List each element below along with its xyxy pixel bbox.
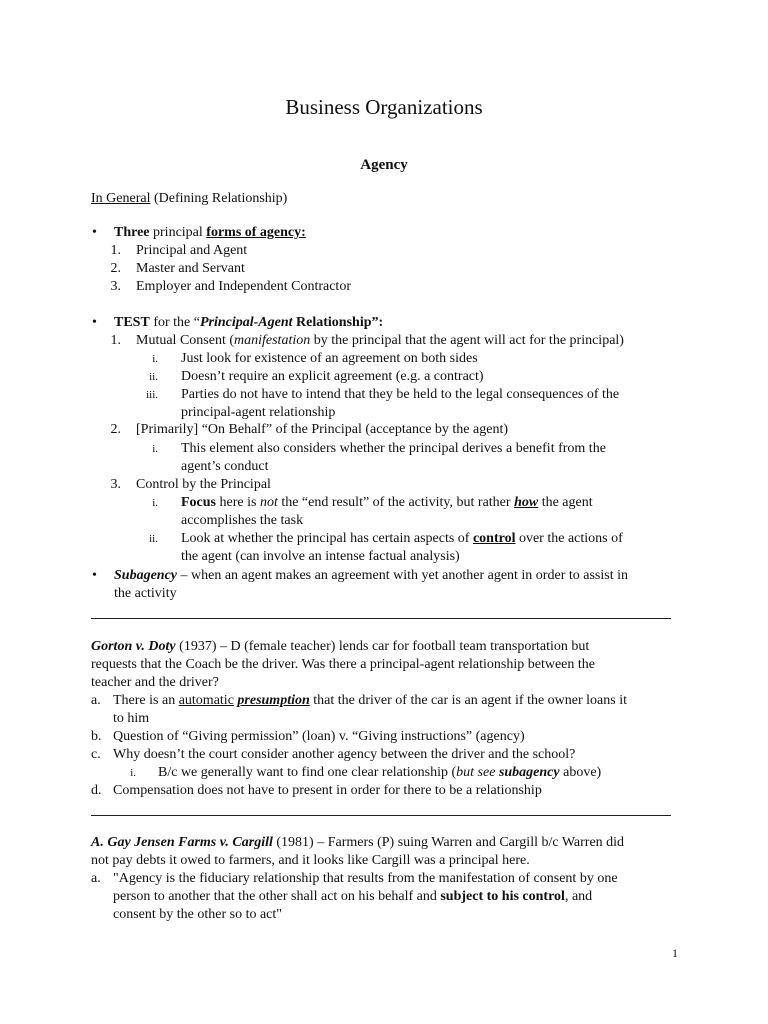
list-item-cont: consent by the other so to act" [113, 907, 283, 922]
case-jensen-heading: A. Gay Jensen Farms v. Cargill (1981) – Farmers (P) suing Warren and Cargill b/c Warren did [91, 835, 625, 850]
roman-numeral: i. [152, 497, 158, 509]
subagency-definition-cont: the activity [114, 586, 177, 601]
list-item: Mutual Consent (manifestation by the principal that the agent will act for the principal) [136, 333, 624, 348]
roman-numeral: ii. [149, 533, 158, 545]
list-item: "Agency is the fiduciary relationship that results from the manifestation of consent by one [113, 871, 618, 886]
roman-numeral: i. [130, 767, 136, 779]
list-item: Master and Servant [136, 261, 245, 276]
list-letter: c. [91, 747, 101, 762]
list-number: 3. [110, 477, 121, 492]
sub-item: B/c we generally want to find one clear relationship (but see subagency above) [158, 765, 602, 780]
list-number: 2. [110, 422, 121, 437]
sub-item: Focus here is not the “end result” of the activity, but rather how the agent [181, 495, 593, 510]
list-letter: a. [91, 871, 101, 886]
roman-numeral: i. [152, 353, 158, 365]
subagency-definition: Subagency – when an agent makes an agreement with yet another agent in order to assist in [114, 568, 628, 583]
roman-numeral: i. [152, 443, 158, 455]
test-heading: TEST for the “Principal-Agent Relationship”: [114, 315, 384, 330]
section-heading: Agency [360, 157, 408, 173]
roman-numeral: ii. [149, 371, 158, 383]
list-item: Question of “Giving permission” (loan) v. “Giving instructions” (agency) [113, 729, 525, 744]
forms-lead: Three principal forms of agency: [114, 225, 306, 240]
sub-item: Look at whether the principal has certain aspects of control over the actions of [181, 531, 623, 546]
in-general-heading: In General (Defining Relationship) [91, 191, 288, 206]
case-text: teacher and the driver? [91, 675, 219, 690]
list-number: 1. [110, 243, 121, 258]
bullet: • [92, 225, 97, 240]
list-item-cont: person to another that the other shall act on his behalf and subject to his control, and [113, 889, 593, 904]
sub-item-cont: principal-agent relationship [181, 405, 336, 420]
list-item: Employer and Independent Contractor [136, 279, 351, 294]
case-text: requests that the Coach be the driver. Was there a principal-agent relationship between the [91, 657, 595, 672]
sub-item: Parties do not have to intend that they be held to the legal consequences of the [181, 387, 620, 402]
sub-item: Doesn’t require an explicit agreement (e.g. a contract) [181, 369, 484, 384]
page-number: 1 [672, 946, 678, 960]
divider [91, 618, 671, 619]
list-item: Control by the Principal [136, 477, 271, 492]
roman-numeral: iii. [146, 389, 158, 401]
list-letter: d. [91, 783, 102, 798]
divider [91, 815, 671, 816]
list-item: Compensation does not have to present in order for there to be a relationship [113, 783, 542, 798]
list-item-cont: to him [113, 711, 150, 726]
list-letter: b. [91, 729, 102, 744]
document-title: Business Organizations [285, 95, 483, 119]
list-number: 3. [110, 279, 121, 294]
case-text: not pay debts it owed to farmers, and it looks like Cargill was a principal here. [91, 853, 530, 868]
list-number: 2. [110, 261, 121, 276]
list-item: [Primarily] “On Behalf” of the Principal (acceptance by the agent) [136, 422, 509, 437]
bullet: • [92, 315, 97, 330]
sub-item: Just look for existence of an agreement on both sides [181, 351, 478, 366]
sub-item-cont: the agent (can involve an intense factual analysis) [181, 549, 460, 564]
list-item: There is an automatic presumption that the driver of the car is an agent if the owner loans it [113, 693, 627, 708]
sub-item-cont: accomplishes the task [181, 513, 304, 528]
sub-item-cont: agent’s conduct [181, 459, 269, 474]
bullet: • [92, 568, 97, 583]
sub-item: This element also considers whether the principal derives a benefit from the [181, 441, 606, 456]
list-number: 1. [110, 333, 121, 348]
list-item: Principal and Agent [136, 243, 248, 258]
list-letter: a. [91, 693, 101, 708]
list-item: Why doesn’t the court consider another agency between the driver and the school? [113, 747, 576, 762]
case-gorton-heading: Gorton v. Doty (1937) – D (female teacher) lends car for football team transportation but [91, 639, 590, 654]
